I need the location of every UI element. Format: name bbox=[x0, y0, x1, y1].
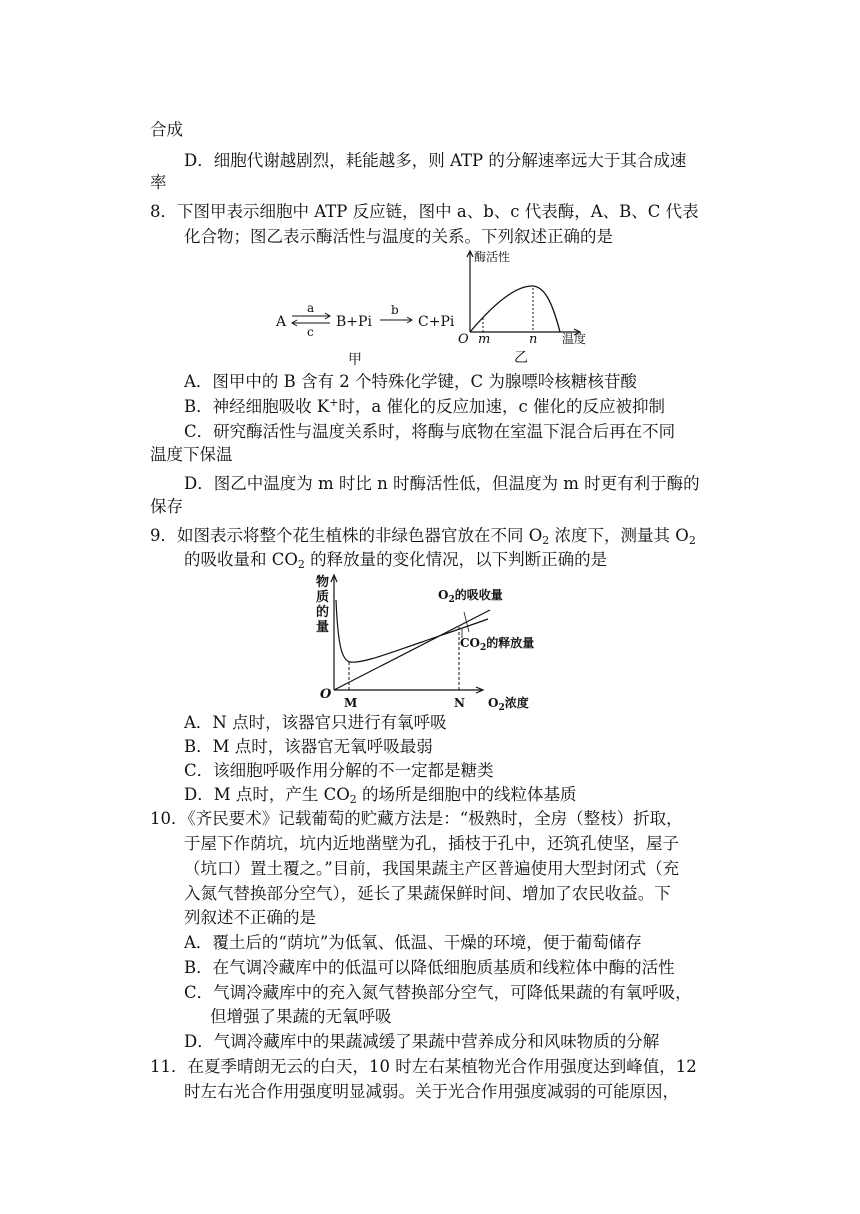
label-CPi: C+Pi bbox=[418, 314, 455, 330]
x-axis-label: $O_2$浓度 bbox=[488, 696, 529, 712]
question-9-stem-line1: 9．如图表示将整个花生植株的非绿色器官放在不同 $O_2$ 浓度下，测量其 $O_2$ bbox=[150, 526, 696, 547]
y-label-4: 量 bbox=[316, 620, 330, 635]
y-label-3: 的 bbox=[316, 605, 330, 620]
label-A: A bbox=[276, 314, 287, 330]
y-axis-label: 酶活性 bbox=[474, 250, 511, 264]
x-axis-label: 温度 bbox=[562, 332, 587, 346]
y-label-1: 物 bbox=[316, 575, 330, 590]
option-9d: D．M 点时，产生 $CO_2$ 的场所是细胞中的线粒体基质 bbox=[184, 785, 577, 806]
question-9-stem-line2: 的吸收量和 $CO_2$ 的释放量的变化情况，以下判断正确的是 bbox=[184, 550, 608, 571]
question-10-stem-line5: 列叙述不正确的是 bbox=[184, 908, 316, 927]
tick-m: m bbox=[478, 332, 491, 347]
option-8b: B．神经细胞吸收 K+时，a 催化的反应加速，c 催化的反应被抑制 bbox=[184, 396, 665, 416]
co2-release-curve bbox=[336, 600, 488, 662]
y-label-2: 质 bbox=[316, 590, 330, 605]
label-enzyme-a: a bbox=[307, 301, 315, 315]
question-8-stem-line1: 8．下图甲表示细胞中 ATP 反应链，图中 a、b、c 代表酶，A、B、C 代表 bbox=[150, 202, 699, 221]
question-11-stem-line2: 时左右光合作用强度明显减弱。关于光合作用强度减弱的可能原因， bbox=[184, 1082, 679, 1101]
origin-label: O bbox=[320, 687, 332, 702]
option-10b: B．在气调冷藏库中的低温可以降低细胞质基质和线粒体中酶的活性 bbox=[184, 958, 675, 977]
text-line: 合成 bbox=[150, 120, 183, 139]
label-enzyme-c: c bbox=[307, 325, 314, 339]
question-10-stem-line1: 10．《齐民要术》记载葡萄的贮藏方法是：“极熟时，全房（整枝）折取， bbox=[150, 809, 683, 828]
option-7d-line1: D．细胞代谢越剧烈，耗能越多，则 ATP 的分解速率远大于其合成速 bbox=[184, 151, 687, 170]
question-10-stem-line2: 于屋下作荫坑，坑内近地凿壁为孔，插枝于孔中，还筑孔使坚，屋子 bbox=[184, 834, 679, 853]
origin-label: O bbox=[458, 332, 469, 347]
option-7d-line2: 率 bbox=[150, 173, 167, 192]
tick-N: N bbox=[454, 696, 465, 710]
activity-curve bbox=[470, 286, 560, 332]
figure-q9-respiration bbox=[312, 572, 552, 712]
option-10a: A．覆土后的“荫坑”为低氧、低温、干燥的环境，便于葡萄储存 bbox=[184, 933, 642, 952]
figure-jia-atp-chain bbox=[270, 294, 470, 374]
label-enzyme-b: b bbox=[391, 303, 399, 317]
option-9c: C．该细胞呼吸作用分解的不一定都是糖类 bbox=[184, 761, 494, 780]
o2-label: $O_2$的吸收量 bbox=[438, 588, 503, 605]
tick-M: M bbox=[344, 696, 358, 710]
option-10c-line1: C．气调冷藏库中的充入氮气替换部分空气，可降低果蔬的有氧呼吸， bbox=[184, 983, 692, 1002]
question-10-stem-line4: 入氮气替换部分空气），延长了果蔬保鲜时间、增加了农民收益。下 bbox=[184, 884, 671, 903]
option-8c-line2: 温度下保温 bbox=[150, 445, 233, 464]
question-8-stem-line2: 化合物；图乙表示酶活性与温度的关系。下列叙述正确的是 bbox=[184, 227, 613, 246]
option-10c-line2: 但增强了果蔬的无氧呼吸 bbox=[210, 1007, 392, 1026]
option-9b: B．M 点时，该器官无氧呼吸最弱 bbox=[184, 737, 433, 756]
option-8d-line1: D．图乙中温度为 m 时比 n 时酶活性低，但温度为 m 时更有利于酶的 bbox=[184, 474, 700, 493]
option-8c-line1: C．研究酶活性与温度关系时，将酶与底物在室温下混合后再在不同 bbox=[184, 422, 676, 441]
figure-yi-enzyme-temperature bbox=[452, 246, 602, 370]
label-yi: 乙 bbox=[514, 350, 528, 366]
option-9a: A．N 点时，该器官只进行有氧呼吸 bbox=[184, 713, 447, 732]
question-10-stem-line3: （坑口）置土覆之。”目前，我国果蔬主产区普遍使用大型封闭式（充 bbox=[184, 859, 680, 878]
option-8a: A．图甲中的 B 含有 2 个特殊化学键，C 为腺嘌呤核糖核苷酸 bbox=[184, 372, 637, 391]
option-10d: D．气调冷藏库中的果蔬减缓了果蔬中营养成分和风味物质的分解 bbox=[184, 1032, 660, 1051]
co2-label: $CO_2$的释放量 bbox=[460, 636, 535, 653]
option-8d-line2: 保存 bbox=[150, 497, 183, 516]
label-jia: 甲 bbox=[348, 352, 362, 368]
tick-n: n bbox=[529, 332, 538, 347]
label-BPi: B+Pi bbox=[336, 314, 372, 330]
question-11-stem-line1: 11．在夏季晴朗无云的白天，10 时左右某植物光合作用强度达到峰值，12 bbox=[150, 1057, 697, 1076]
